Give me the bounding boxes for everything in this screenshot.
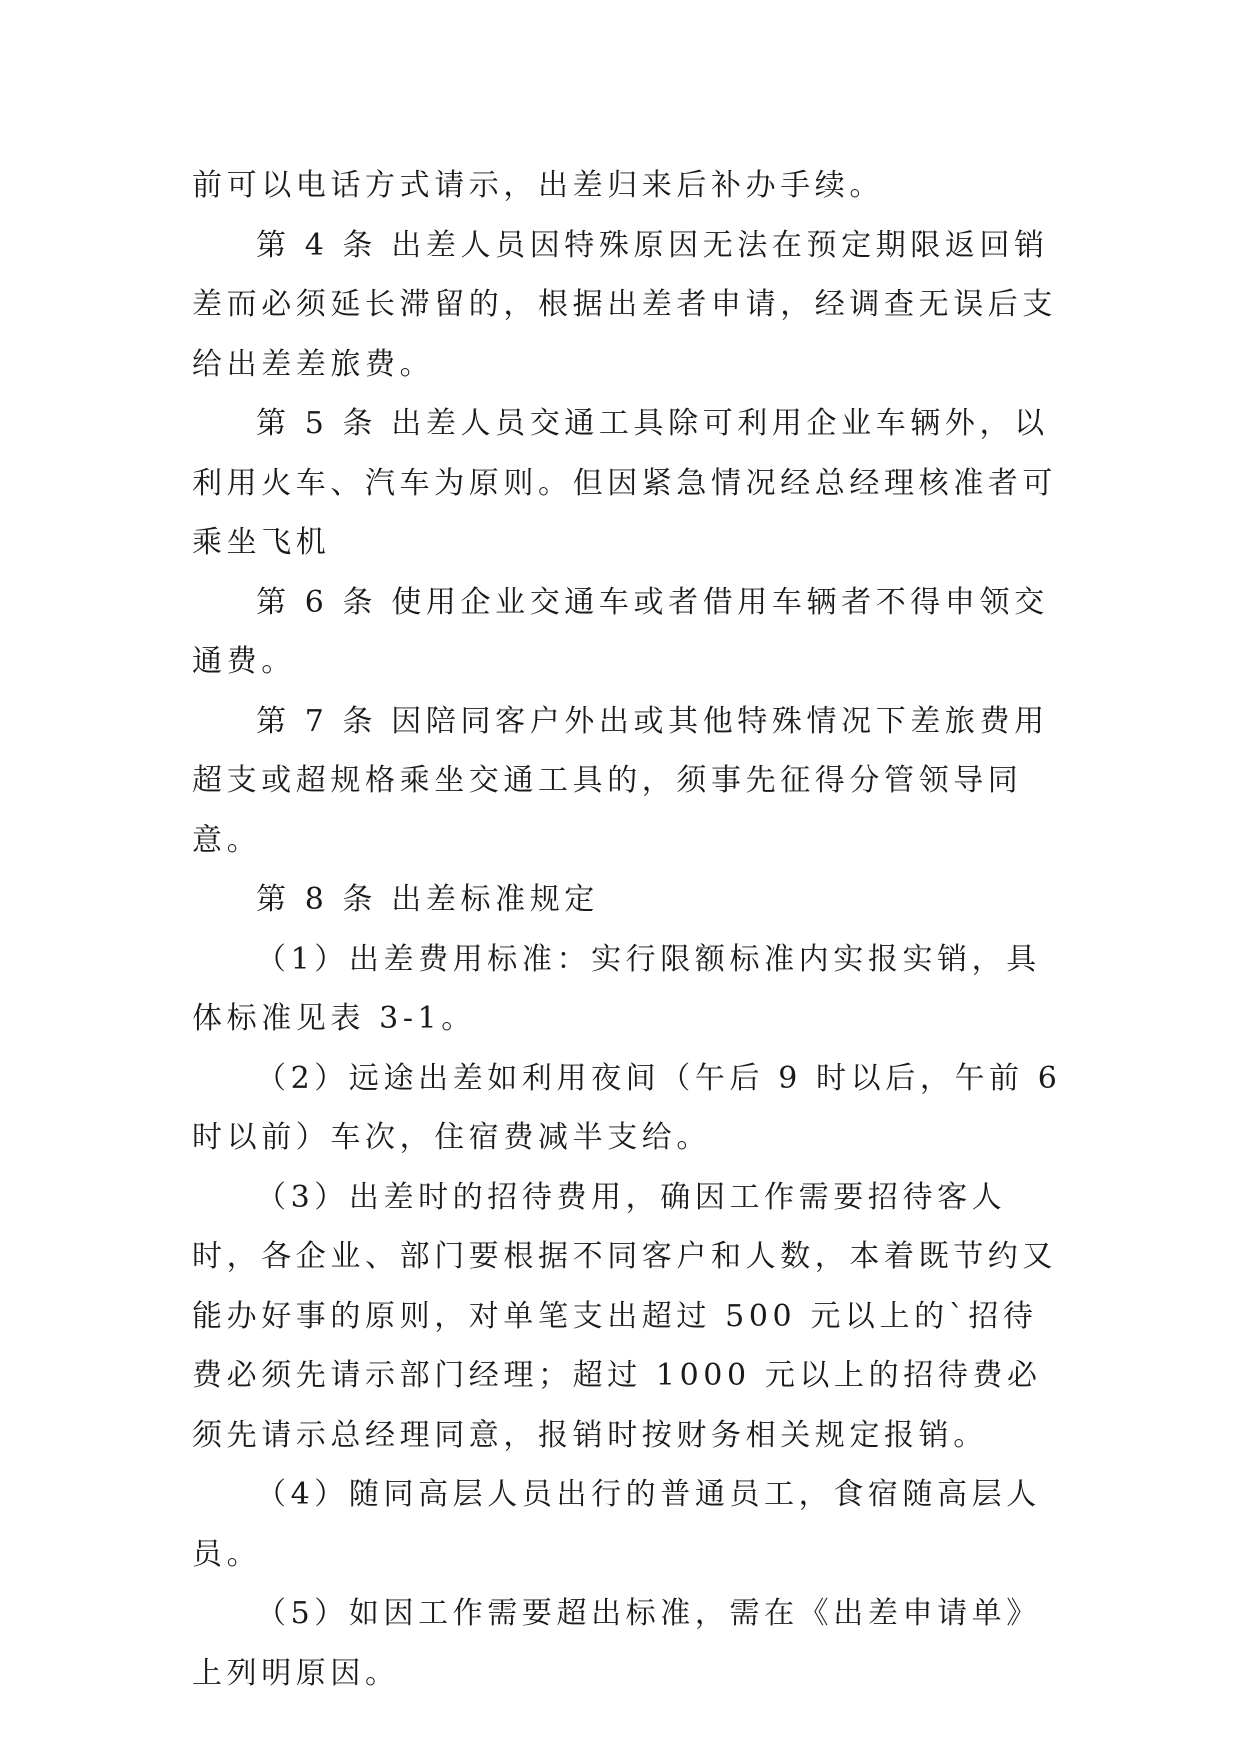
paragraph-item-1: （1）出差费用标准：实行限额标准内实报实销，具体标准见表 3-1。 bbox=[192, 941, 1041, 1036]
paragraph-article-4: 第 4 条 出差人员因特殊原因无法在预定期限返回销差而必须延长滞留的，根据出差者申请，经调查无误后支给出差差旅费。 bbox=[192, 227, 1057, 382]
paragraph-item-2: （2）远途出差如利用夜间（午后 9 时以后，午前 6 时以前）车次，住宿费减半支给。 bbox=[192, 1060, 1062, 1155]
paragraph-article-6: 第 6 条 使用企业交通车或者借用车辆者不得申领交通费。 bbox=[192, 584, 1049, 679]
paragraph-article-5: 第 5 条 出差人员交通工具除可利用企业车辆外，以利用火车、汽车为原则。但因紧急情况经总经理核准者可乘坐飞机 bbox=[192, 406, 1057, 560]
document-body bbox=[192, 156, 1062, 1703]
paragraph-item-4: （4）随同高层人员出行的普通员工，食宿随高层人员。 bbox=[192, 1477, 1041, 1572]
paragraph-item-5: （5）如因工作需要超出标准，需在《出差申请单》上列明原因。 bbox=[192, 1596, 1041, 1691]
paragraph-item-3: （3）出差时的招待费用，确因工作需要招待客人时，各企业、部门要根据不同客户和人数，本着既节约又能办好事的原则，对单笔支出超过 500 元以上的`招待费必须先请示部门经理；超过 1000 元以上的招待费必须先请示总经理同意，报销时按财务相关规定报销。 bbox=[192, 1179, 1057, 1453]
paragraph-article-7: 第 7 条 因陪同客户外出或其他特殊情况下差旅费用超支或超规格乘坐交通工具的，须事先征得分管领导同意。 bbox=[192, 703, 1049, 858]
paragraph-article-8: 第 8 条 出差标准规定 bbox=[256, 882, 599, 917]
paragraph-continuation: 前可以电话方式请示，出差归来后补办手续。 bbox=[192, 168, 884, 203]
